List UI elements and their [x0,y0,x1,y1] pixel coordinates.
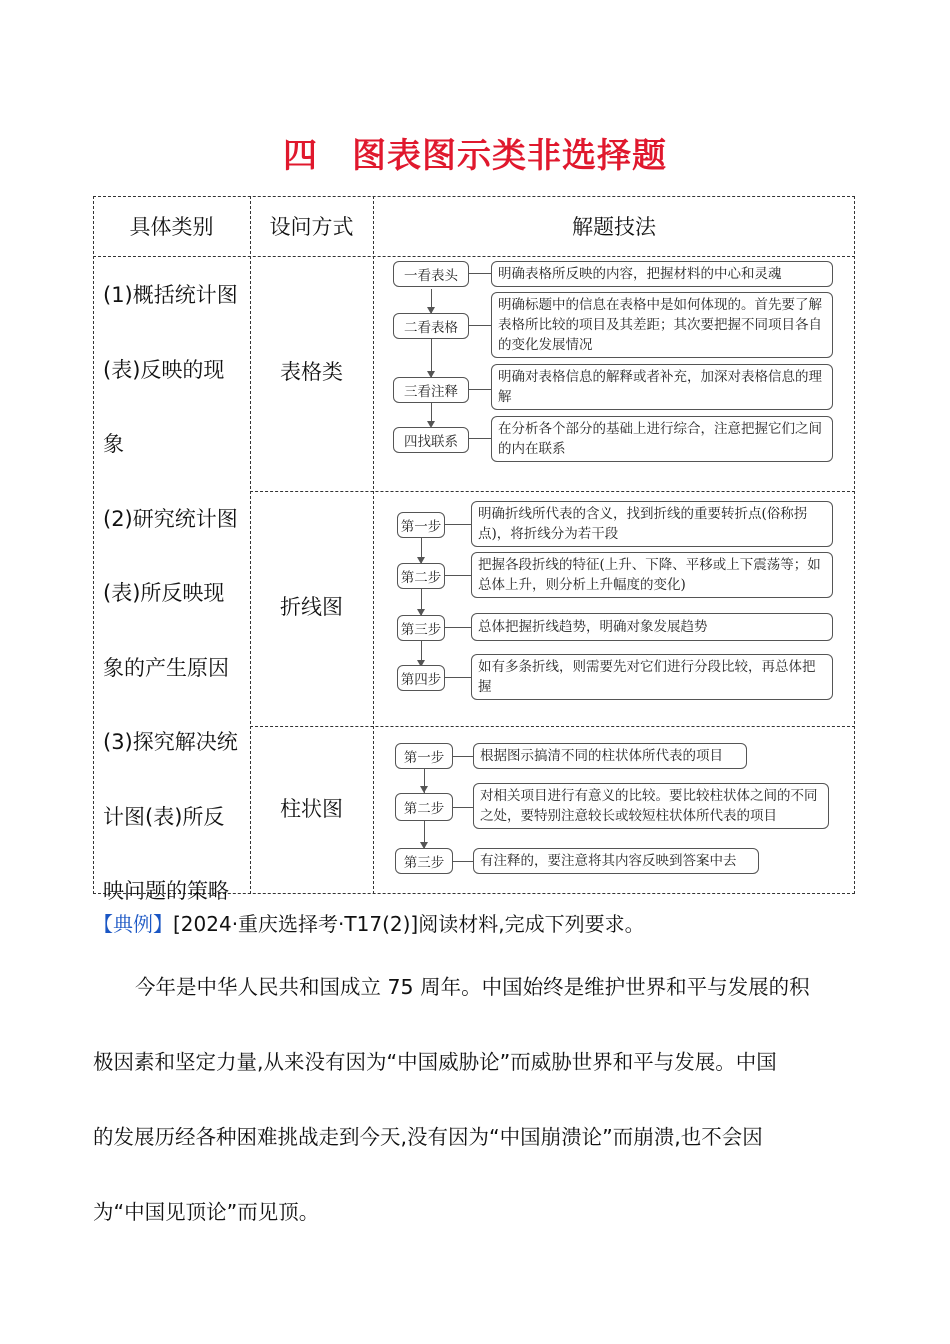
category-line: (2)研究统计图 [103,506,238,531]
title-text: 图表图示类非选择题 [352,136,667,176]
step-label: 一看表头 [393,261,469,287]
flow-connector [469,273,493,274]
flow-connector [445,677,473,678]
category-line: 映问题的策略 [103,879,229,903]
step-description: 总体把握折线趋势，明确对象发展趋势 [471,613,833,641]
step-label: 四找联系 [393,427,469,453]
flow-connector [453,756,475,757]
flow-connector [469,325,493,326]
category-line: 象的产生原因 [103,655,229,680]
step-description: 明确折线所代表的含义，找到折线的重要转折点(俗称拐点)，将折线分为若干段 [471,501,833,547]
flow-connector [445,575,473,576]
arrow-down-icon [420,786,428,793]
step-description: 在分析各个部分的基础上进行综合，注意把握它们之间的内在联系 [491,416,833,462]
header-question-style: 设问方式 [269,215,354,239]
step-description: 明确表格所反映的内容，把握材料的中心和灵魂 [491,261,833,287]
step-label: 第一步 [397,512,445,538]
title-number: 四 [283,136,318,176]
method-table [93,196,855,903]
table-row-divider-1 [250,491,855,492]
type-line-chart: 折线图 [280,595,343,619]
type-table: 表格类 [280,360,343,384]
example-tag: 【典例】 [93,912,173,936]
step-description: 对相关项目进行有意义的比较。要比较柱状体之间的不同之处，要特别注意较长或较短柱状体所代表的项目 [473,783,829,829]
category-line: (表)所反映现 [103,581,225,605]
table-border-left [93,196,94,894]
category-line: (表)反映的现 [103,357,225,382]
step-description: 如有多条折线，则需要先对它们进行分段比较，再总体把握 [471,654,833,700]
example-heading [93,908,645,937]
step-description: 明确标题中的信息在表格中是如何体现的。首先要了解表格所比较的项目及其差距；其次要把握不同项目各自的变化发展情况 [491,292,833,358]
step-label: 第三步 [395,848,453,874]
category-description [103,258,251,929]
flow-connector [445,627,473,628]
category-line: 象 [103,432,124,456]
flow-connector [453,861,475,862]
type-bar-chart: 柱状图 [280,797,343,821]
step-label: 三看注释 [393,377,469,403]
step-label: 第四步 [397,665,445,691]
step-label: 第一步 [395,743,453,769]
flow-connector [453,807,475,808]
flow-connector [445,524,473,525]
passage-line: 今年是中华人民共和国成立 75 周年。中国始终是维护世界和平与发展的积 [135,975,810,999]
table-border-right [854,196,855,894]
step-description: 把握各段折线的特征(上升、下降、平移或上下震荡等；如总体上升，则分析上升幅度的变化) [471,552,833,598]
step-label: 二看表格 [393,313,469,339]
flow-connector [469,389,493,390]
step-label: 第二步 [397,563,445,589]
category-line: (1)概括统计图 [103,283,238,307]
page-title [0,128,950,177]
table-col-divider-2 [373,196,374,894]
passage-line: 为“中国见顶论”而见顶。 [93,1200,320,1224]
header-category: 具体类别 [129,215,214,239]
example-source: [2024·重庆选择考·T17(2)]阅读材料,完成下列要求。 [173,912,645,936]
category-line: 计图(表)所反 [103,804,225,829]
category-line: (3)探究解决统 [103,730,238,754]
table-header-divider [93,256,855,257]
table-row-divider-2 [250,726,855,727]
passage-line: 极因素和坚定力量,从来没有因为“中国威胁论”而威胁世界和平与发展。中国 [93,1050,777,1074]
flow-connector [469,438,493,439]
header-technique: 解题技法 [572,215,656,239]
passage-line: 的发展历经各种困难挑战走到今天,没有因为“中国崩溃论”而崩溃,也不会因 [93,1125,763,1149]
step-description: 有注释的，要注意将其内容反映到答案中去 [473,848,759,874]
step-description: 根据图示搞清不同的柱状体所代表的项目 [473,743,747,769]
step-label: 第二步 [395,793,453,821]
step-label: 第三步 [397,615,445,641]
step-description: 明确对表格信息的解释或者补充，加深对表格信息的理解 [491,364,833,410]
